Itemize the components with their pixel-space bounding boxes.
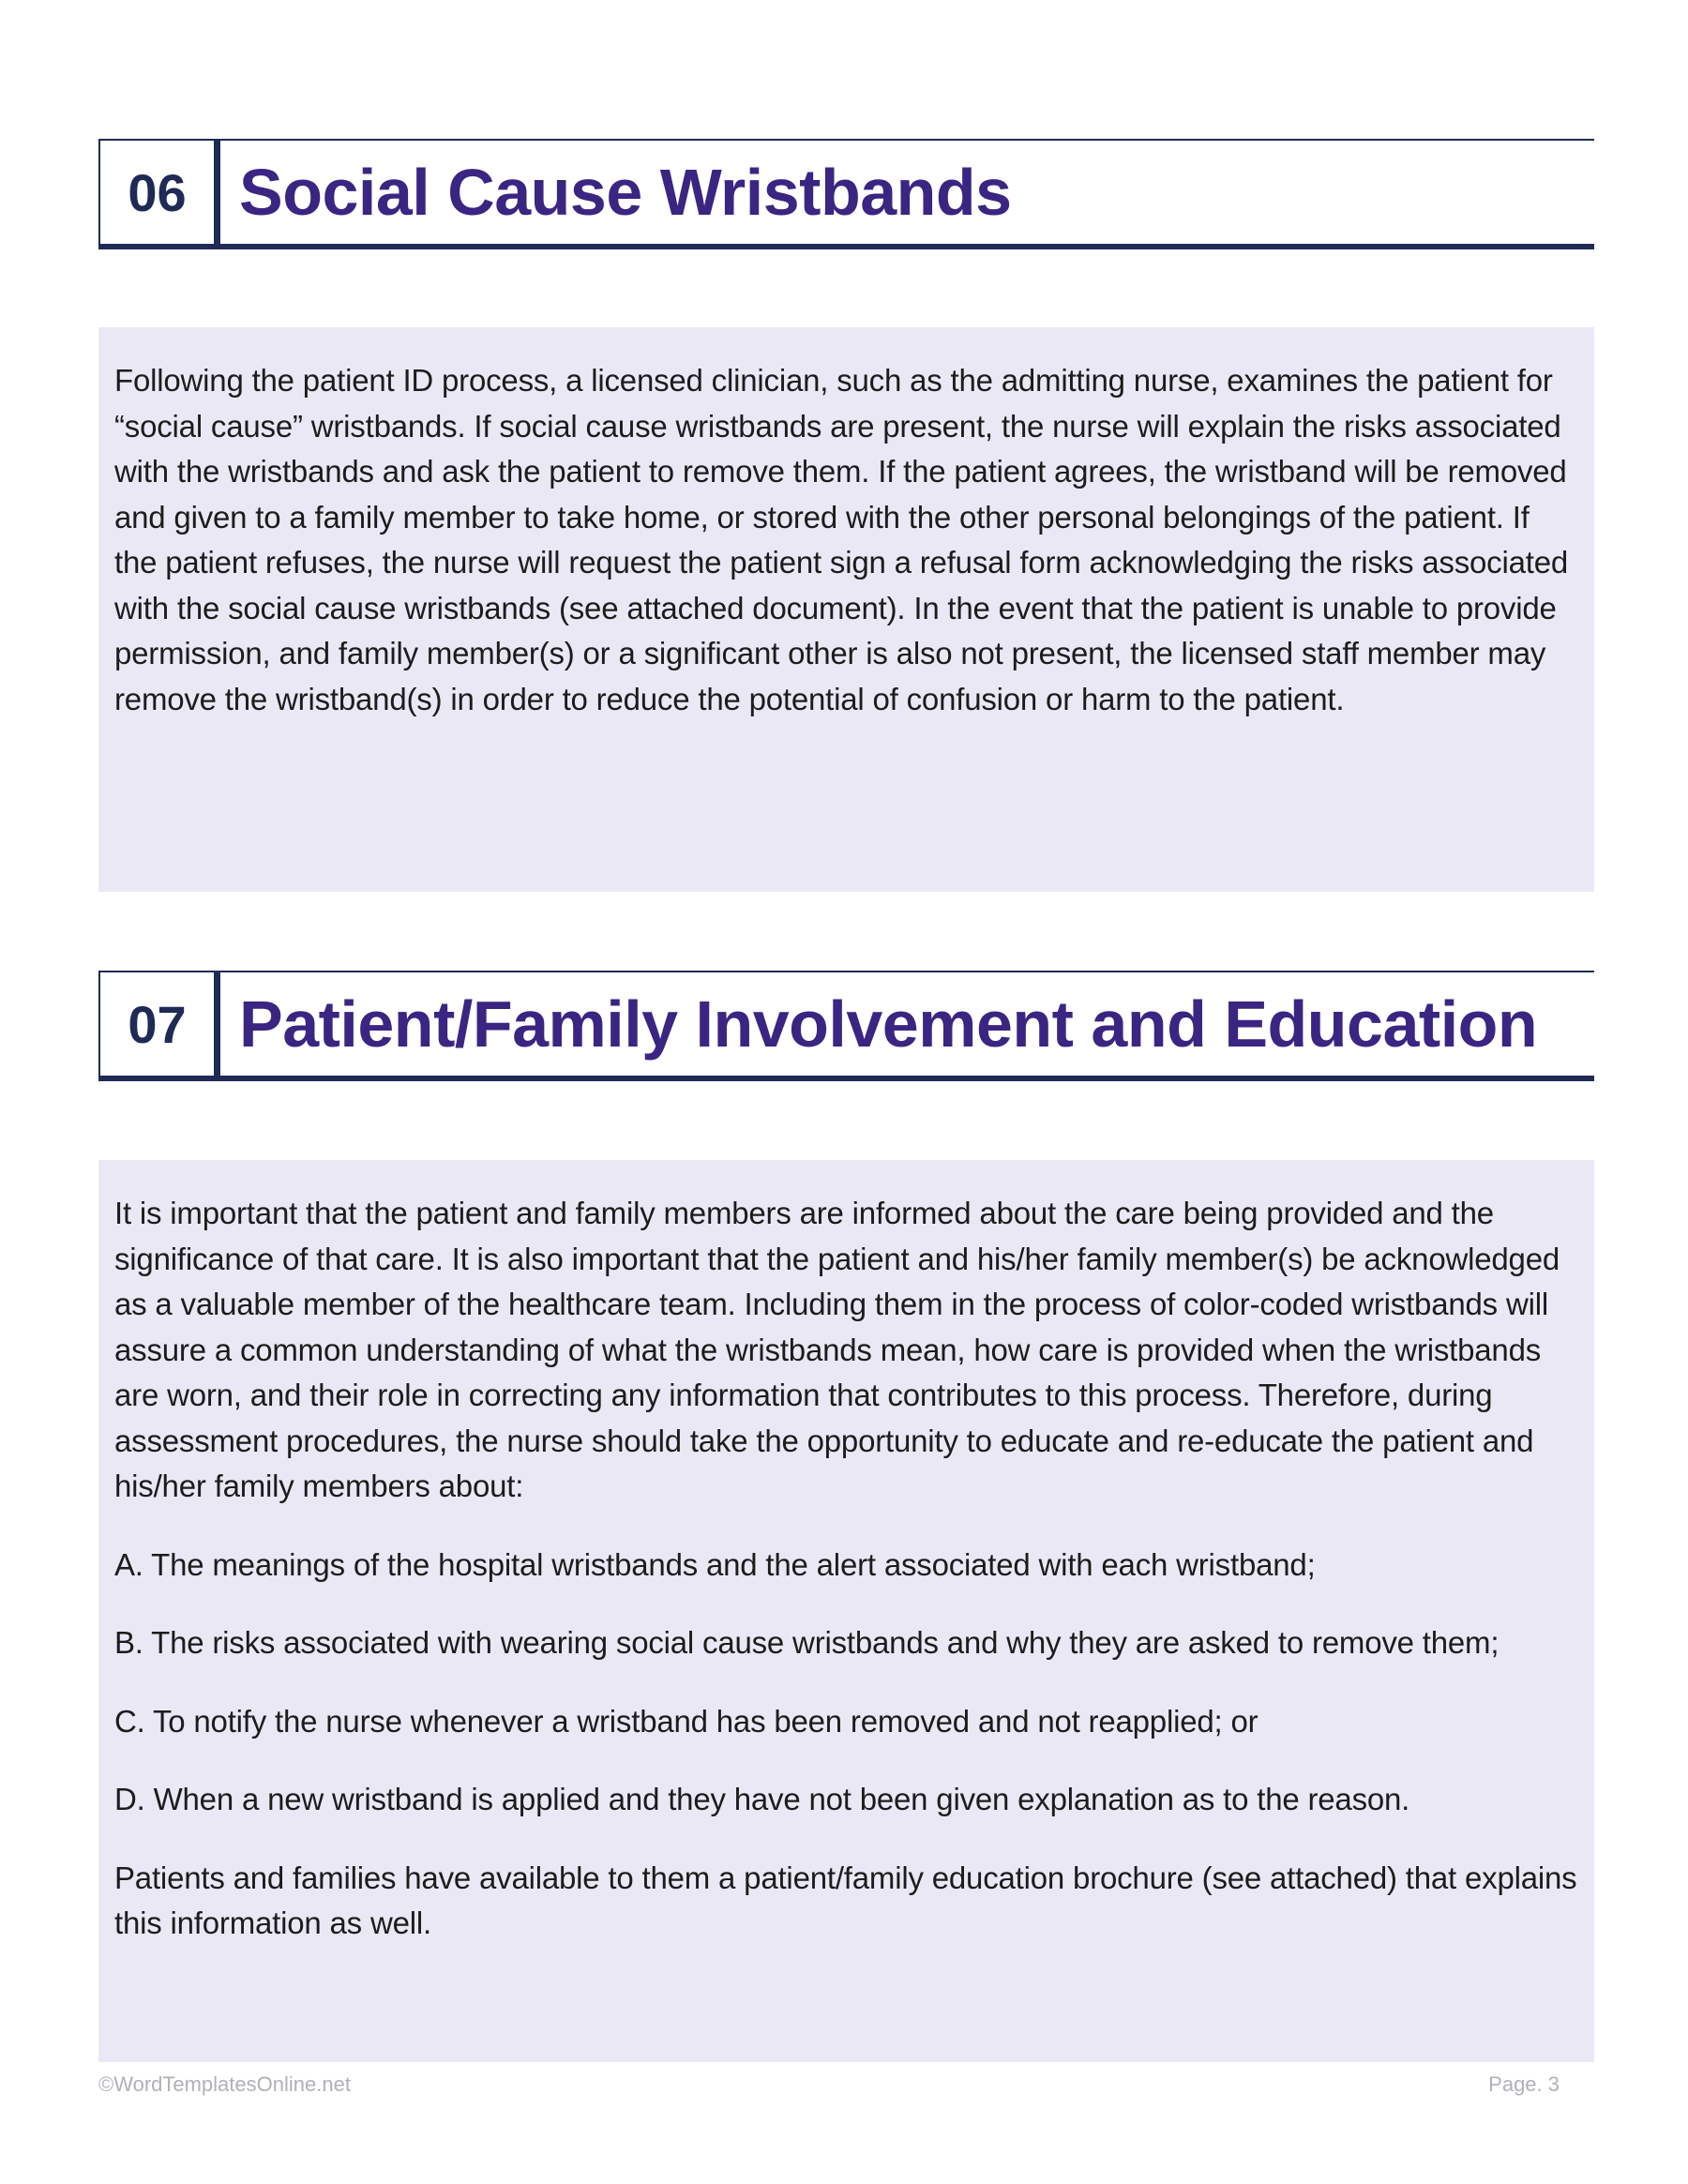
list-item: B. The risks associated with wearing social cause wristbands and why they are asked to remove them; [114, 1625, 1500, 1660]
section-06-body [98, 327, 1594, 892]
section-number: 07 [100, 972, 220, 1076]
list-item: C. To notify the nurse whenever a wristband has been removed and not reapplied; or [114, 1703, 1258, 1739]
footer-copyright: ©WordTemplatesOnline.net [98, 2072, 351, 2096]
closing-paragraph: Patients and families have available to them a patient/family education brochure (see attached) that explains this information as well. [114, 1860, 1577, 1940]
list-item: D. When a new wristband is applied and they have not been given explanation as to the reason. [114, 1782, 1410, 1816]
section-title: Social Cause Wristbands [239, 156, 1012, 229]
list-item: A. The meanings of the hospital wristbands and the alert associated with each wristband; [114, 1546, 1316, 1582]
intro-paragraph: It is important that the patient and family members are informed about the care being provided and the significance of that care. It is also important that the patient and his/her family member(s) be acknowledged as a valuable member of the healthcare team. Including them in the process of color-coded wristbands will assure a common understanding of what the wristbands mean, how care is provided when the wristbands are worn, and their role in correcting any information that contributes to this process. Therefore, during assessment procedures, the nurse should take the opportunity to educate and re-educate the patient and his/her family members about: [114, 1196, 1560, 1503]
section-06-header [98, 139, 1594, 249]
paragraph: Following the patient ID process, a licensed clinician, such as the admitting nurse, examines the patient for “social cause” wristbands. If social cause wristbands are present, the nurse will explain the risks associated with the wristbands and ask the patient to remove them. If the patient agrees, the wristband will be removed and given to a family member to take home, or stored with the other personal belongings of the patient. If the patient refuses, the nurse will request the patient sign a refusal form acknowledging the risks associated with the social cause wristbands (see attached document). In the event that the patient is unable to provide permission, and family member(s) or a significant other is also not present, the licensed staff member may remove the wristband(s) in order to reduce the potential of confusion or harm to the patient. [114, 363, 1569, 716]
section-07-header [98, 971, 1594, 1081]
section-number: 06 [100, 141, 220, 244]
section-title: Patient/Family Involvement and Education [239, 987, 1538, 1061]
section-07-body [98, 1160, 1594, 2062]
footer-page-number: Page. 3 [1488, 2072, 1560, 2096]
